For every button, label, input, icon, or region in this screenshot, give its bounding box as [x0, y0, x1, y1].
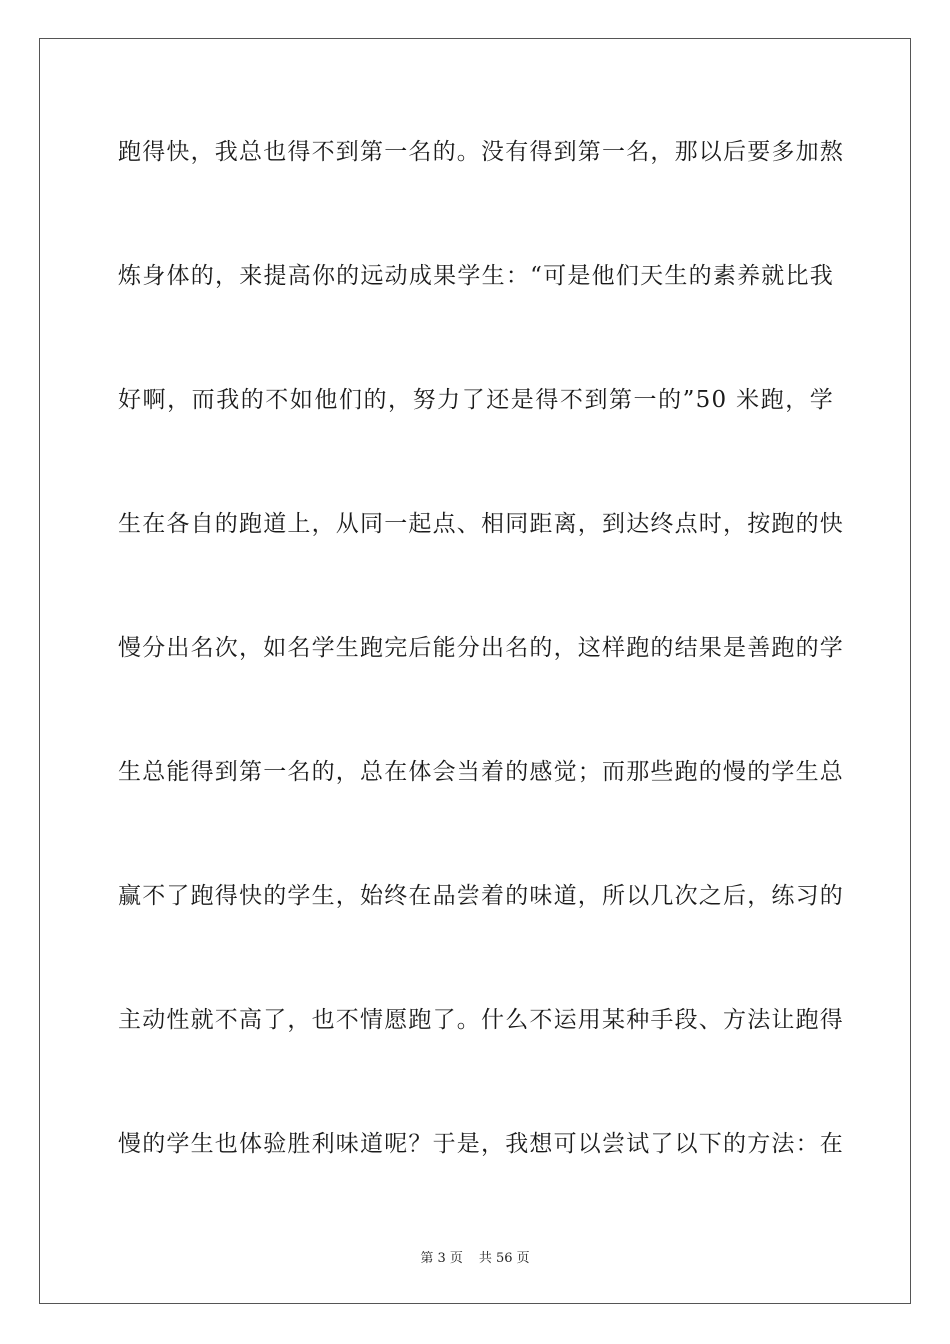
page-number: 第 3 页	[420, 1251, 463, 1266]
text-line-5: 慢分出名次，如名学生跑完后能分出名的，这样跑的结果是善跑的学	[118, 635, 844, 661]
page-footer	[0, 1247, 950, 1266]
text-line-2: 炼身体的，来提高你的远动成果学生：“可是他们天生的素养就比我	[118, 263, 834, 289]
text-line-4: 生在各自的跑道上，从同一起点、相同距离，到达终点时，按跑的快	[118, 511, 844, 537]
text-line-8: 主动性就不高了，也不情愿跑了。什么不运用某种手段、方法让跑得	[118, 1007, 844, 1033]
text-line-9: 慢的学生也体验胜利味道呢？于是，我想可以尝试了以下的方法：在	[118, 1131, 844, 1157]
page-total: 共 56 页	[478, 1251, 530, 1266]
text-line-1: 跑得快，我总也得不到第一名的。没有得到第一名，那以后要多加熬	[118, 139, 844, 165]
text-line-7: 赢不了跑得快的学生，始终在品尝着的味道，所以几次之后，练习的	[118, 883, 844, 909]
text-line-3: 好啊，而我的不如他们的，努力了还是得不到第一的”50 米跑，学	[118, 387, 834, 413]
document-body	[118, 128, 844, 1244]
text-line-6: 生总能得到第一名的，总在体会当着的感觉；而那些跑的慢的学生总	[118, 759, 844, 785]
